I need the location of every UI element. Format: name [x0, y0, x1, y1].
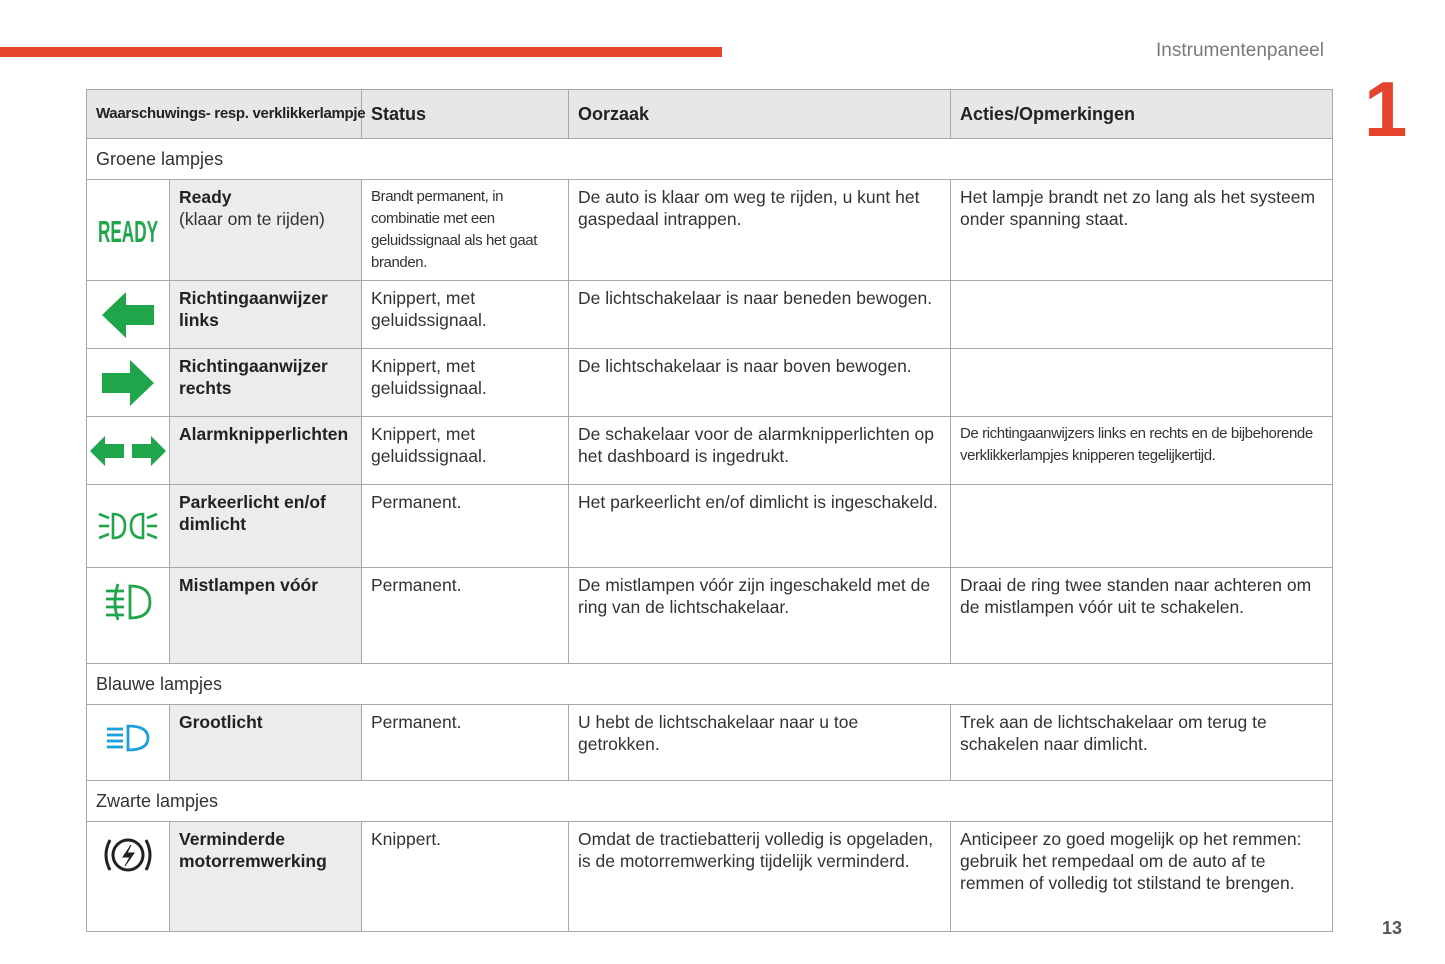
- table-row: [87, 568, 1333, 664]
- status-cell: Knippert, met geluidssignaal.: [362, 281, 569, 349]
- status-cell: Brandt permanent, in combinatie met een geluidssignaal als het gaat branden.: [362, 180, 569, 281]
- ready-icon: [87, 180, 170, 281]
- table-row: [87, 485, 1333, 568]
- cause-cell: Het parkeerlicht en/of dimlicht is ingeschakeld.: [569, 485, 951, 568]
- column-header-lamp: Waarschuwings- resp. verklikkerlampje: [87, 90, 362, 139]
- group-label-black: Zwarte lampjes: [87, 781, 1333, 822]
- status-cell: Knippert, met geluidssignaal.: [362, 349, 569, 417]
- table-row: [87, 417, 1333, 485]
- lamp-name-cell: [170, 349, 362, 417]
- lamp-name-cell: [170, 417, 362, 485]
- status-cell: Knippert.: [362, 822, 569, 932]
- table-row: [87, 822, 1333, 932]
- cause-cell: De lichtschakelaar is naar beneden bewogen.: [569, 281, 951, 349]
- status-cell: Permanent.: [362, 568, 569, 664]
- table-row: [87, 705, 1333, 781]
- cause-cell: De auto is klaar om weg te rijden, u kunt het gaspedaal intrappen.: [569, 180, 951, 281]
- page-number: 13: [1382, 918, 1403, 938]
- hazard-arrows-icon: [87, 417, 170, 485]
- column-header-status: Status: [362, 90, 569, 139]
- table-row: [87, 281, 1333, 349]
- group-label-blue: Blauwe lampjes: [87, 664, 1333, 705]
- action-cell: [951, 281, 1333, 349]
- table-row: [87, 180, 1333, 281]
- column-header-cause: Oorzaak: [569, 90, 951, 139]
- lamp-name: Verminderde motorremwerking: [179, 829, 327, 871]
- group-row: [87, 781, 1333, 822]
- lamp-name: Richtingaanwijzer links: [179, 288, 328, 330]
- action-cell: Het lampje brandt net zo lang als het systeem onder spanning staat.: [951, 180, 1333, 281]
- lamp-name-sub: (klaar om te rijden): [179, 209, 325, 229]
- chapter-number: 1: [1364, 65, 1408, 153]
- table-header-row: [87, 90, 1333, 139]
- action-cell: De richtingaanwijzers links en rechts en de bijbehorende verklikkerlampjes knipperen tegelijkertijd.: [951, 417, 1333, 485]
- lamp-name: Mistlampen vóór: [179, 575, 319, 595]
- cause-cell: Omdat de tractiebatterij volledig is opgeladen, is de motorremwerking tijdelijk verminderd.: [569, 822, 951, 932]
- lamp-name: Alarmknipperlichten: [179, 424, 349, 444]
- action-cell: [951, 485, 1333, 568]
- status-cell: Permanent.: [362, 485, 569, 568]
- action-cell: Anticipeer zo goed mogelijk op het remmen: gebruik het rempedaal om de auto af te remmen of volledig tot stilstand te brengen.: [951, 822, 1333, 932]
- lamp-name: Ready: [179, 187, 232, 207]
- action-cell: Draai de ring twee standen naar achteren om de mistlampen vóór uit te schakelen.: [951, 568, 1333, 664]
- arrow-right-icon: [87, 349, 170, 417]
- lamp-name-cell: [170, 180, 362, 281]
- lamp-name: Richtingaanwijzer rechts: [179, 356, 328, 398]
- action-cell: Trek aan de lichtschakelaar om terug te schakelen naar dimlicht.: [951, 705, 1333, 781]
- group-label-green: Groene lampjes: [87, 139, 1333, 180]
- status-cell: Knippert, met geluidssignaal.: [362, 417, 569, 485]
- warning-lights-table: [86, 89, 1333, 932]
- reduced-regen-braking-icon: [87, 822, 170, 932]
- lamp-name-cell: [170, 568, 362, 664]
- cause-cell: U hebt de lichtschakelaar naar u toe getrokken.: [569, 705, 951, 781]
- lamp-name: Parkeerlicht en/of dimlicht: [179, 492, 326, 534]
- front-fog-icon: [87, 568, 170, 664]
- lamp-name-cell: [170, 281, 362, 349]
- lamp-name-cell: [170, 705, 362, 781]
- status-cell: Permanent.: [362, 705, 569, 781]
- parking-light-icon: [87, 485, 170, 568]
- arrow-left-icon: [87, 281, 170, 349]
- column-header-actions: Acties/Opmerkingen: [951, 90, 1333, 139]
- lamp-name: Grootlicht: [179, 712, 263, 732]
- top-accent-bar: [0, 47, 722, 57]
- group-row: [87, 139, 1333, 180]
- action-cell: [951, 349, 1333, 417]
- cause-cell: De lichtschakelaar is naar boven bewogen.: [569, 349, 951, 417]
- high-beam-icon: [87, 705, 170, 781]
- cause-cell: De mistlampen vóór zijn ingeschakeld met de ring van de lichtschakelaar.: [569, 568, 951, 664]
- group-row: [87, 664, 1333, 705]
- lamp-name-cell: [170, 822, 362, 932]
- ready-icon-text: READY: [98, 214, 159, 249]
- section-title: Instrumentenpaneel: [1156, 40, 1324, 61]
- table-row: [87, 349, 1333, 417]
- cause-cell: De schakelaar voor de alarmknipperlichten op het dashboard is ingedrukt.: [569, 417, 951, 485]
- lamp-name-cell: [170, 485, 362, 568]
